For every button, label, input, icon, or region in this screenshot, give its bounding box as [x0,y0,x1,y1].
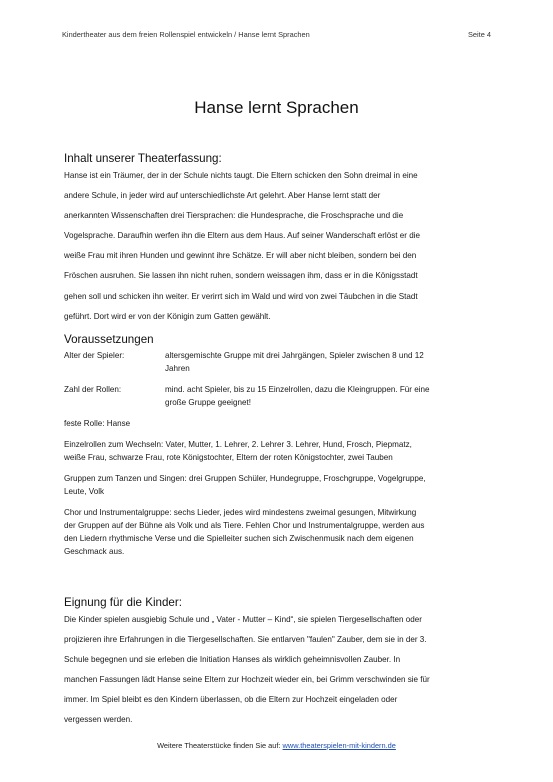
section-inhalt [64,152,494,327]
paragraph-line: gehen soll und schicken ihn weiter. Er verirrt sich im Wald und wird von zwei Täubchen in die Stadt [64,291,418,301]
paragraph-line: weiße Frau mit ihren Hunden und gewinnt ihre Schätze. Er will aber nicht bleiben, sondern bei den [64,251,417,261]
alter-der-spieler-row [64,349,494,375]
paragraph-line: anerkannten Wissenschaften drei Tiersprachen: die Hundesprache, die Froschsprache und die [64,211,404,221]
section-heading-inhalt: Inhalt unserer Theaterfassung: [64,152,222,165]
paragraph-line: den Liedern rhythmische Verse und die Spielleiter suchen sich Zwischenmusik nach dem eigenen [64,534,414,543]
paragraph-line: immer. Im Spiel bleibt es den Kindern überlassen, ob die Eltern zur Hochzeit eingeladen oder [64,695,398,705]
feste-rolle: feste Rolle: Hanse [64,419,131,428]
paragraph-line: Die Kinder spielen ausgiebig Schule und „ Vater - Mutter – Kind“, sie spielen Tiergesellschaften oder [64,615,422,624]
chor-paragraph [64,506,494,558]
paragraph-line: vergessen werden. [64,715,133,725]
paragraph-line: Einzelrollen zum Wechseln: Vater, Mutter, 1. Lehrer, 2. Lehrer 3. Lehrer, Hund, Frosch, Piepmatz, [64,440,412,449]
paragraph-line: geführt. Dort wird er von der Königin zum Gatten gewählt. [64,311,271,321]
footer-text: Weitere Theaterstücke finden Sie auf: [157,741,283,750]
page-title: Hanse lernt Sprachen [194,98,359,117]
paragraph-line: weiße Frau, schwarze Frau, rote Königstochter, Eltern der roten Königstochter, zwei Tauben [64,453,393,462]
row-value-line: altersgemischte Gruppe mit drei Jahrgängen, Spieler zwischen 8 und 12 [165,351,424,360]
paragraph-line: Geschmack aus. [64,547,125,556]
paragraph-line: Schule begegnen und sie erleben die Initiation Hanses als wirklich geheimnisvollen Zauber. In [64,655,401,665]
paragraph-line: Chor und Instrumentalgruppe: sechs Lieder, jedes wird mindestens zweimal gesungen, Mitwirkung [64,508,417,517]
einzelrollen-paragraph [64,438,494,464]
page-footer [0,741,553,750]
paragraph-line: Hanse ist ein Träumer, der in der Schule nichts taugt. Die Eltern schicken den Sohn dreimal in eine [64,171,418,180]
row-value [165,383,494,409]
row-value-line: Jahren [165,364,190,373]
row-value-line: mind. acht Spieler, bis zu 15 Einzelrollen, dazu die Kleingruppen. Für eine [165,385,430,394]
paragraph-line: Leute, Volk [64,487,105,496]
zahl-der-rollen-row [64,383,494,409]
header-page-number: Seite 4 [467,30,491,39]
row-value [165,349,494,375]
page-header [62,30,491,42]
eignung-paragraph [64,610,494,731]
inhalt-paragraph [64,166,494,327]
paragraph-line: manchen Fassungen lädt Hanse seine Eltern zur Hochzeit wieder ein, bei Grimm verschwinden sie für [64,675,430,685]
row-value-line: große Gruppe geeignet! [165,398,251,407]
row-label: Zahl der Rollen: [64,385,122,394]
paragraph-line: projizieren ihre Erfahrungen in die Tiergesellschaften. Sie entlarven "faulen" Zauber, dem sie in der 3. [64,635,427,645]
section-heading-voraussetzungen: Voraussetzungen [64,333,154,346]
paragraph-line: der Gruppen auf der Bühne als Volk und als Tiere. Fehlen Chor und Instrumentalgruppe, werden aus [64,521,425,530]
paragraph-line: Fröschen ausruhen. Sie lassen ihn nicht ruhen, sondern weissagen ihm, dass er in die Königsstadt [64,271,418,281]
paragraph-line: Vogelsprache. Daraufhin werfen ihn die Eltern aus dem Haus. Auf seiner Wanderschaft erlöst er die [64,231,421,241]
section-heading-eignung: Eignung für die Kinder: [64,596,182,609]
paragraph-line: andere Schule, in jeder wird auf unterschiedlichste Art gelehrt. Aber Hanse lernt statt der [64,191,381,201]
gruppen-paragraph [64,472,494,498]
paragraph-line: Gruppen zum Tanzen und Singen: drei Gruppen Schüler, Hundegruppe, Froschgruppe, Vogelgruppe, [64,474,426,483]
section-eignung [64,596,494,731]
header-document-title: Kindertheater aus dem freien Rollenspiel entwickeln / Hanse lernt Sprachen [62,30,310,39]
section-voraussetzungen [64,333,494,558]
row-label: Alter der Spieler: [64,351,125,360]
footer-website-link[interactable]: www.theaterspielen-mit-kindern.de [282,741,396,750]
